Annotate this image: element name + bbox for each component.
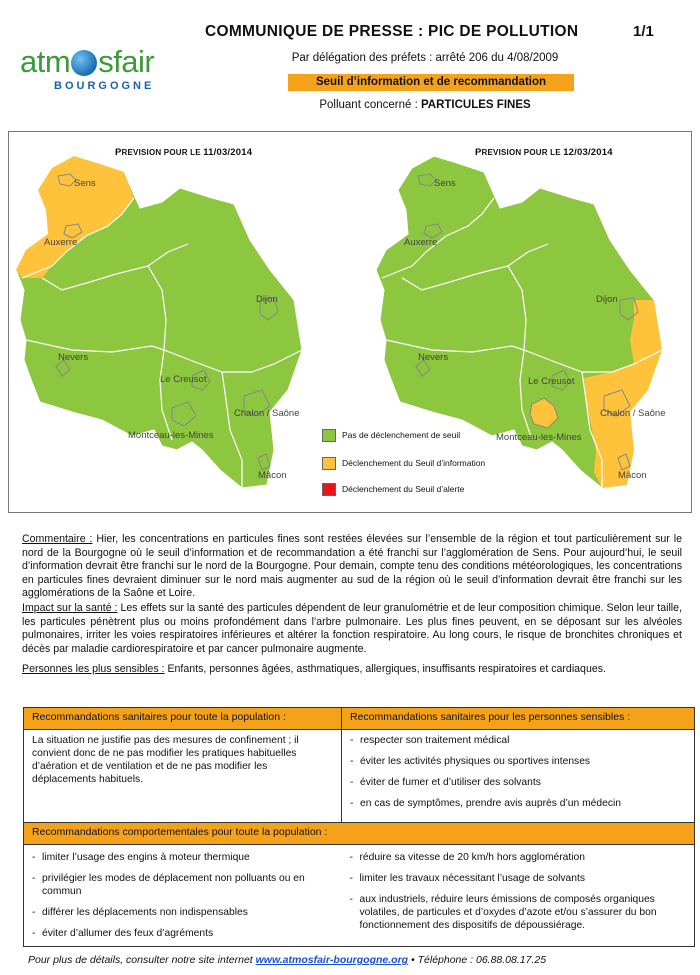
legend-swatch-yellow xyxy=(322,457,336,470)
recommendations-table xyxy=(23,707,695,947)
legend-swatch-red xyxy=(322,483,336,496)
city-label-auxerre: Auxerre xyxy=(44,237,78,248)
sensitive-list xyxy=(350,734,686,810)
commentary-text: Hier, les concentrations en particules fines sont restées élevées sur l’ensemble de la région et tout particulièrement sur le nord de la Bourgogne où le seuil d’information et de recommandation a été franchi sur l’agglomération de Sens. Pour aujourd’hui, le seuil d’information devrait être franchi sur le nord de la Bourgogne. Pour demain, compte tenu des conditions météorologiques, les concentrations en particules fines devraient diminuer sur le nord mais augmenter au sud de la région où le seuil d’information devrait être franchi sur les agglomérations de la Saône et Loire. xyxy=(22,533,682,600)
header-pop xyxy=(24,708,342,730)
legend-item-info-threshold xyxy=(322,456,485,470)
table-row xyxy=(24,845,695,947)
map1-title-date: 11/03/2014 xyxy=(203,147,253,158)
page-number: 1/1 xyxy=(633,23,654,40)
logo-text-pre: atm xyxy=(20,44,71,79)
behavioral-list-left xyxy=(32,851,334,940)
pop-recommendation-cell xyxy=(24,730,342,823)
map2-title-date: 12/03/2014 xyxy=(563,147,613,158)
logo-subtitle: BOURGOGNE xyxy=(54,80,155,92)
list-item: - éviter d’allumer des feux d’agréments xyxy=(32,927,334,940)
city-label-auxerre: Auxerre xyxy=(404,237,438,248)
list-item: - respecter son traitement médical xyxy=(350,734,686,747)
city-label-dijon: Dijon xyxy=(596,294,618,305)
list-item: - privilégier les modes de déplacement non polluants ou en commun xyxy=(32,872,334,898)
list-item: - différer les déplacements non indispensables xyxy=(32,906,334,919)
health-impact-label: Impact sur la santé : xyxy=(22,601,118,614)
health-impact-text: Les effets sur la santé des particules dépendent de leur granulométrie et de leur composition chimique. Selon leur taille, les particules pénètrent plus ou moins profondément dans l’arbre pulmonaire. Les plus fines peuvent, en se déposant sur les alvéoles pulmonaires, irriter les voies respiratoires inférieures et altérer la fonction respiratoire. Au long cours, le risque de bronchites chroniques et décès par maladie cardiorespiratoire et par cancer pulmonaire augmente. xyxy=(22,601,682,655)
city-label-nevers: Nevers xyxy=(418,352,449,363)
city-label-chalon: Chalon / Saône xyxy=(600,408,666,419)
threshold-banner: Seuil d’information et de recommandation xyxy=(288,74,574,91)
legend-swatch-green xyxy=(322,429,336,442)
list-item: - en cas de symptômes, prendre avis auprès d’un médecin xyxy=(350,797,686,810)
logo-text-post: sfair xyxy=(98,44,155,79)
city-label-montceau: Montceau-les-Mines xyxy=(128,430,214,441)
city-label-le-creusot: Le Creusot xyxy=(528,376,575,387)
table-row xyxy=(24,708,695,730)
map2-title-initial: P xyxy=(475,147,482,158)
list-item: - limiter l’usage des engins à moteur thermique xyxy=(32,851,334,864)
header-sensitive xyxy=(342,708,695,730)
table-row xyxy=(24,730,695,823)
header-behavioral-label: Recommandations comportementales pour toute la population : xyxy=(32,826,328,838)
press-release-title: COMMUNIQUE DE PRESSE : PIC DE POLLUTION xyxy=(205,23,579,40)
website-link[interactable]: www.atmosfair-bourgogne.org xyxy=(255,954,409,966)
commentary-section xyxy=(22,533,682,678)
sensitive-people-text: Enfants, personnes âgées, asthmatiques, allergiques, insuffisants respiratoires et cardiaques. xyxy=(164,663,606,676)
behavioral-right-cell xyxy=(342,845,695,947)
city-label-sens: Sens xyxy=(434,178,456,189)
city-label-le-creusot: Le Creusot xyxy=(160,374,207,385)
legend-item-alert-threshold xyxy=(322,482,464,496)
commentary-label: Commentaire : xyxy=(22,533,93,545)
legend-label: Déclenchement du Seuil d’alerte xyxy=(342,484,465,494)
atmosfair-logo xyxy=(20,40,180,100)
legend-label: Déclenchement du Seuil d’information xyxy=(342,458,486,468)
delegation-line: Par délégation des préfets : arrêté 206 du 4/08/2009 xyxy=(291,52,559,64)
pop-recommendation-text: La situation ne justifie pas des mesures de confinement ; il convient donc de ne pas modifier les pratiques habituelles d’aération et de ventilation et de ne pas modifier les déplacements habituels. xyxy=(32,735,299,785)
footer-phone: • Téléphone : 06.88.08.17.25 xyxy=(408,954,547,966)
table-row xyxy=(24,823,695,845)
behavioral-list-right xyxy=(350,851,687,932)
footer-text: Pour plus de détails, consulter notre site internet xyxy=(28,954,256,966)
sensitive-people-label: Personnes les plus sensibles : xyxy=(22,663,165,676)
city-label-dijon: Dijon xyxy=(256,294,278,305)
map1-title-initial: P xyxy=(115,147,122,158)
header-behavioral xyxy=(24,823,695,845)
list-item: - réduire sa vitesse de 20 km/h hors agglomération xyxy=(350,851,687,864)
city-label-macon: Mâcon xyxy=(258,470,287,481)
city-label-sens: Sens xyxy=(74,178,96,189)
list-item: - aux industriels, réduire leurs émissions de composés organiques volatiles, de particules et d’oxydes d’azote et/ou s’assurer du bon fonctionnement des dispositifs de dépoussiérage. xyxy=(350,893,687,932)
commentary-paragraph xyxy=(22,533,682,601)
health-impact-paragraph xyxy=(22,602,682,656)
pollutant-line xyxy=(0,99,700,111)
behavioral-left-cell xyxy=(24,845,342,947)
map2-title-label: REVISION POUR LE xyxy=(481,148,564,157)
city-label-chalon: Chalon / Saône xyxy=(234,408,300,419)
city-label-macon: Mâcon xyxy=(618,470,647,481)
sensitive-recommendation-cell xyxy=(342,730,695,823)
legend-item-no-threshold xyxy=(322,428,460,442)
list-item: - limiter les travaux nécessitant l’usage de solvants xyxy=(350,872,687,885)
forecast-map-day1 xyxy=(12,150,312,490)
city-label-nevers: Nevers xyxy=(58,352,89,363)
list-item: - éviter de fumer et d’utiliser des solvants xyxy=(350,776,686,789)
footer xyxy=(28,954,546,966)
legend-label: Pas de déclenchement de seuil xyxy=(342,430,461,440)
pollutant-value: PARTICULES FINES xyxy=(420,99,531,111)
header-pop-label: Recommandations sanitaires pour toute la population : xyxy=(32,711,286,723)
header-sensitive-label: Recommandations sanitaires pour les personnes sensibles : xyxy=(350,711,631,723)
map1-title-label: REVISION POUR LE xyxy=(121,148,204,157)
pollutant-label: Polluant concerné : xyxy=(319,99,421,111)
sensitive-people-paragraph xyxy=(22,663,682,677)
list-item: - éviter les activités physiques ou sportives intenses xyxy=(350,755,686,768)
city-label-montceau: Montceau-les-Mines xyxy=(496,432,582,443)
